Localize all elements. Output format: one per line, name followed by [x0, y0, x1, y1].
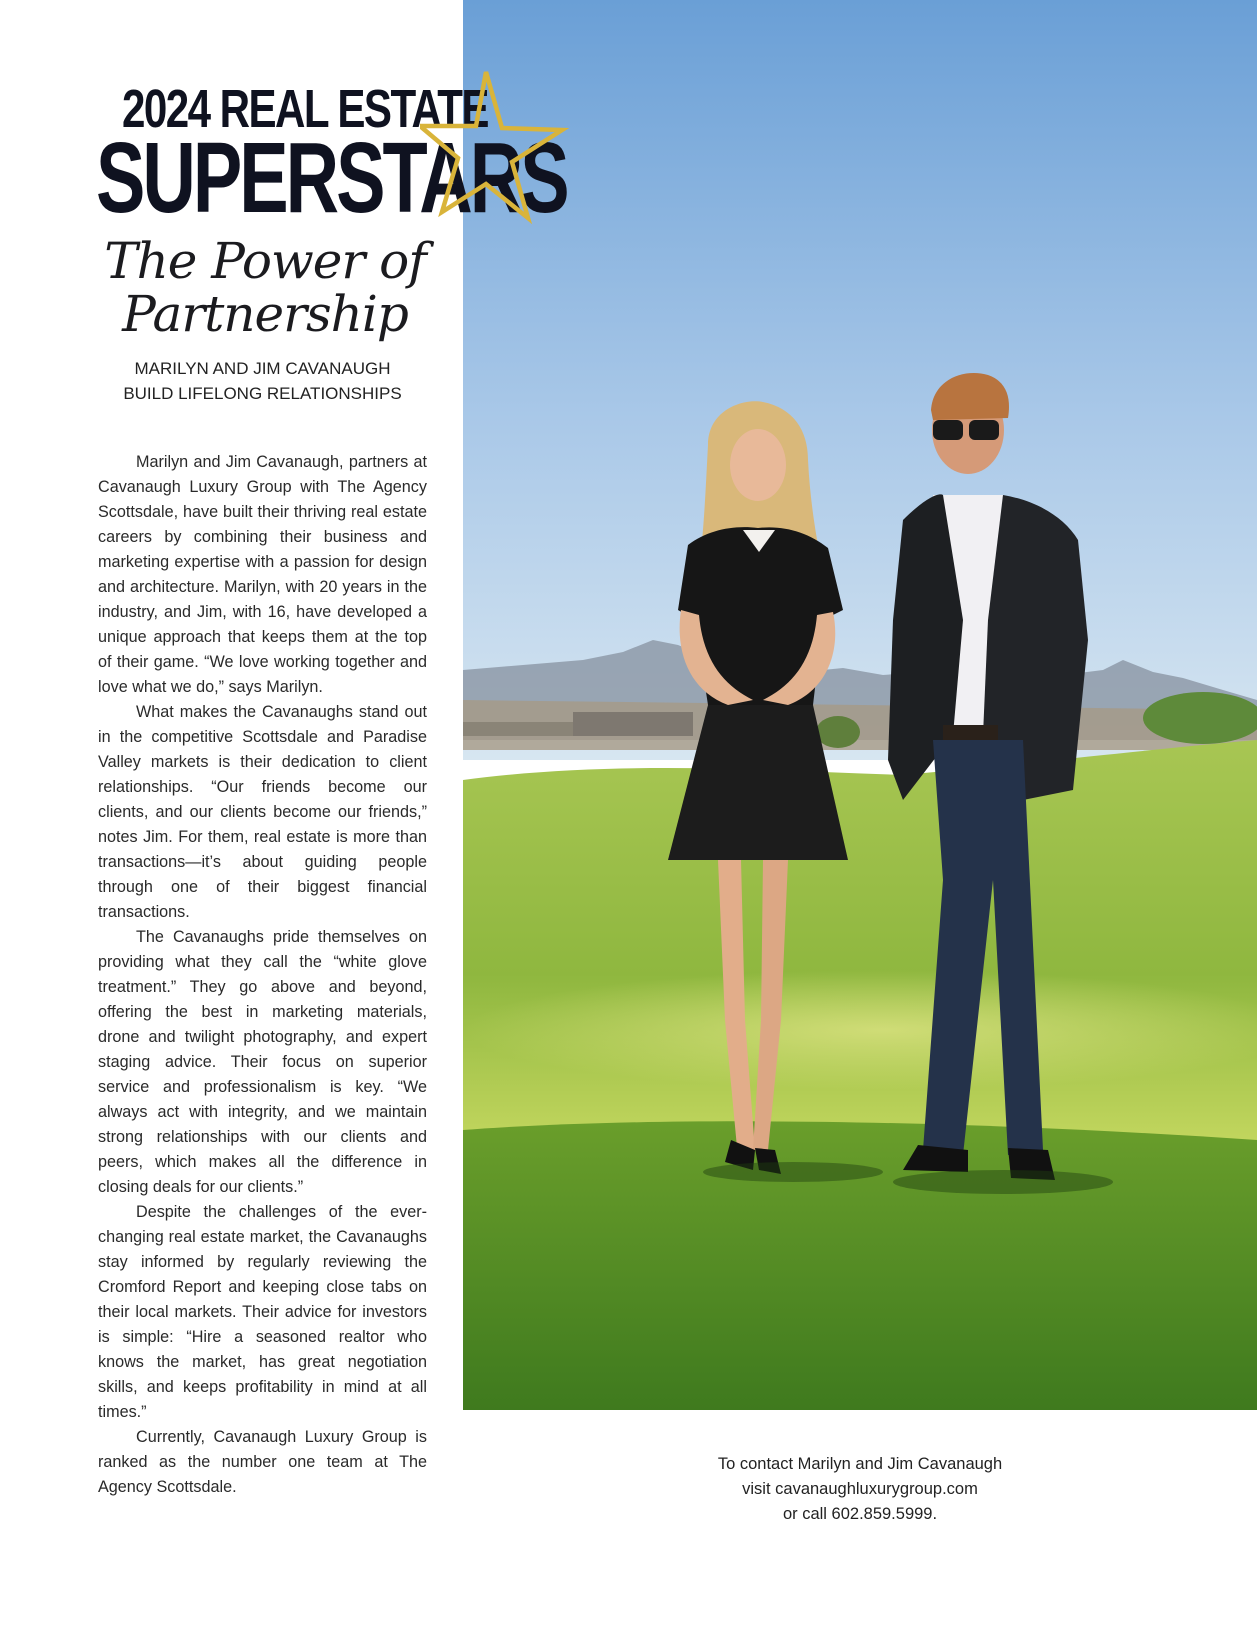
paragraph: What makes the Cavanaughs stand out in the competitive Scottsdale and Paradise Valley markets is their dedication to client relationships. “Our friends become our clients, and our clients become our friends,” notes Jim. For them, real estate is more than transactions—it’s about guiding people through one of their biggest financial transactions.	[98, 703, 427, 921]
article-title-line2: Partnership	[122, 285, 408, 343]
paragraph: The Cavanaughs pride themselves on providing what they call the “white glove treatment.” They go above and beyond, offering the best in marketing materials, drone and twilight photography, and expert staging advice. Their focus on superior service and professionalism is key. “We always act with integrity, and we maintain strong relationships with our clients and peers, which makes all the difference in closing deals for our clients.”	[98, 928, 427, 1196]
header-superstars: SUPERSTARS	[96, 122, 567, 234]
contact-line1: To contact Marilyn and Jim Cavanaugh	[717, 1455, 1003, 1473]
sky	[463, 0, 1257, 760]
cover-photo	[463, 0, 1257, 1410]
paragraph: Despite the challenges of the ever-changing real estate market, the Cavanaughs stay informed by regularly reviewing the Cromford Report and keeping close tabs on their local markets. Their advice for investors is simple: “Hire a seasoned realtor who knows the market, has great negotiation skills, and keeps profitability in mind at all times.”	[98, 1203, 427, 1421]
shadow-woman	[703, 1162, 883, 1182]
paragraph: Currently, Cavanaugh Luxury Group is ranked as the number one team at The Agency Scottsdale.	[98, 1428, 427, 1496]
shadow-man	[893, 1170, 1113, 1194]
contact-phone[interactable]: or call 602.859.5999.	[782, 1505, 938, 1523]
header-year-line: 2024 REAL ESTATE	[122, 79, 488, 139]
paragraph: Marilyn and Jim Cavanaugh, partners at Cavanaugh Luxury Group with The Agency Scottsdale, have built their thriving real estate careers by combining their business and marketing expertise with a passion for design and architecture. Marilyn, with 20 years in the industry, and Jim, with 16, have developed a unique approach that keeps them at the top of their game. “We love working together and love what we do,” says Marilyn.	[98, 453, 427, 696]
distant-building-2	[463, 722, 573, 736]
article-body	[98, 450, 427, 1500]
foreground-grass	[463, 1121, 1257, 1410]
article-subtitle-line1: MARILYN AND JIM CAVANAUGH	[134, 359, 391, 378]
tree-small	[816, 716, 860, 748]
contact-website[interactable]: visit cavanaughluxurygroup.com	[742, 1480, 978, 1498]
distant-building	[573, 712, 693, 736]
article-subtitle-line2: BUILD LIFELONG RELATIONSHIPS	[123, 384, 402, 403]
article-title-line1: The Power of	[104, 232, 426, 290]
star-icon	[420, 66, 570, 226]
photo-illustration	[463, 0, 1257, 1410]
